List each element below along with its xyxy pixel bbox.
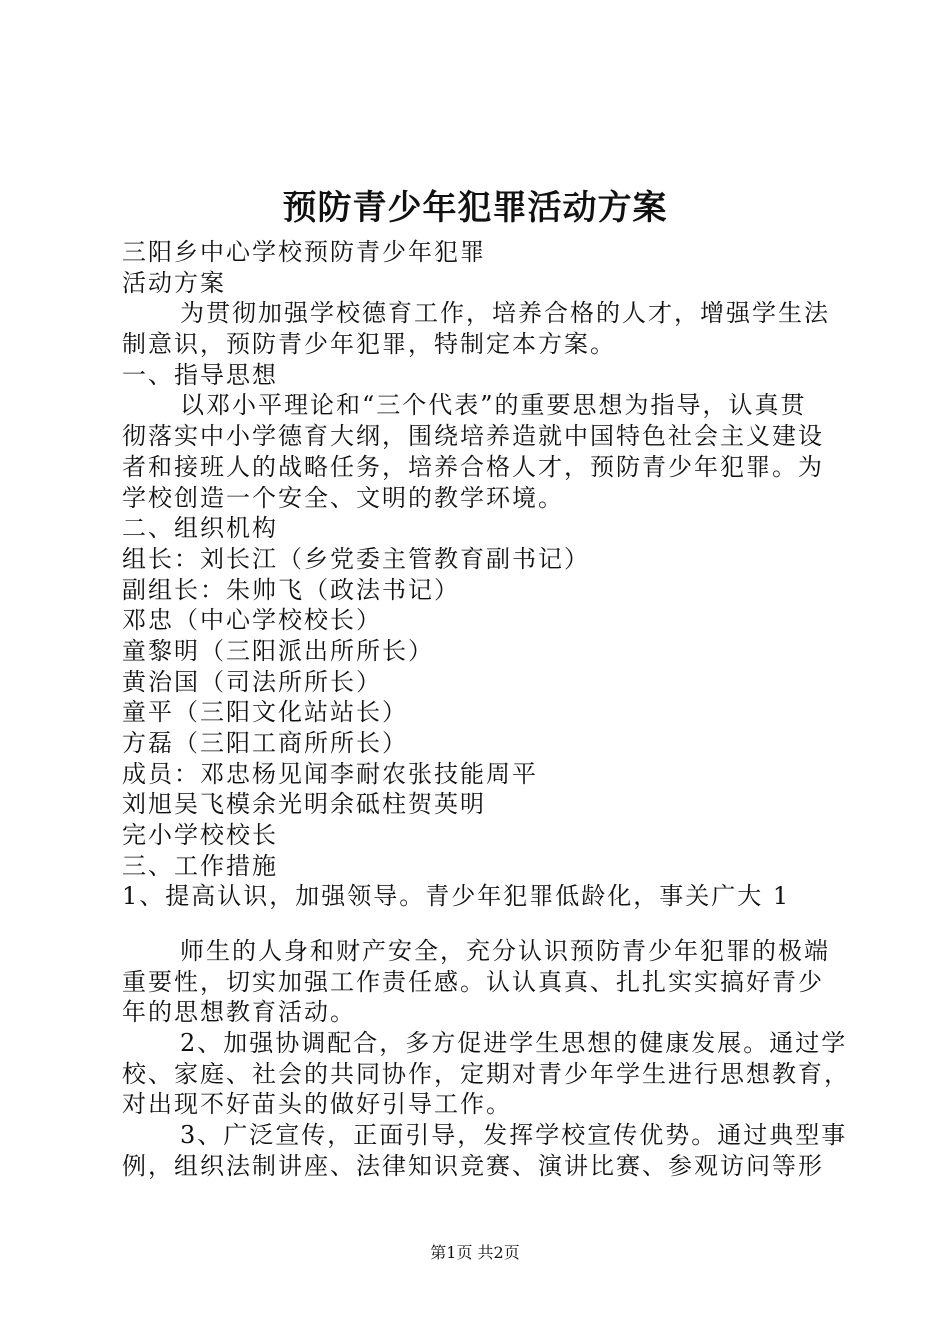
document-title: 预防青少年犯罪活动方案 <box>282 188 668 228</box>
paragraph-line: 1、提高认识，加强领导。青少年犯罪低龄化，事关广大 1 <box>122 882 791 911</box>
paragraph-line: 为贯彻加强学校德育工作，培养合格的人才，增强学生法 <box>180 299 830 328</box>
paragraph-line: 彻落实中小学德育大纲，围绕培养造就中国特色社会主义建设 <box>122 422 824 451</box>
list-item: 黄治国（司法所所长） <box>122 667 382 696</box>
section-heading: 一、指导思想 <box>122 360 278 389</box>
page-footer: 第1页 共2页 <box>430 1243 520 1262</box>
list-item: 刘旭吴飞模余光明余砥柱贺英明 <box>122 790 486 819</box>
paragraph-line: 重要性，切实加强工作责任感。认认真真、扎扎实实搞好青少 <box>122 967 824 996</box>
paragraph-line: 对出现不好苗头的做好引导工作。 <box>122 1090 512 1119</box>
section-heading: 三、工作措施 <box>122 851 278 880</box>
body-text-block-1 <box>122 237 834 912</box>
subtitle-line: 三阳乡中心学校预防青少年犯罪 <box>122 238 486 266</box>
paragraph-line: 制意识，预防青少年犯罪，特制定本方案。 <box>122 330 616 359</box>
paragraph-line: 师生的人身和财产安全，充分认识预防青少年犯罪的极端 <box>180 937 830 965</box>
list-item: 邓忠（中心学校校长） <box>122 606 382 635</box>
paragraph-line: 例，组织法制讲座、法律知识竞赛、演讲比赛、参观访问等形 <box>122 1151 824 1180</box>
list-item: 方磊（三阳工商所所长） <box>122 729 408 757</box>
list-item: 副组长：朱帅飞（政法书记） <box>122 575 460 604</box>
paragraph-line: 校、家庭、社会的共同协作，定期对青少年学生进行思想教育， <box>122 1059 850 1088</box>
list-item: 组长：刘长江（乡党委主管教育副书记） <box>122 544 590 573</box>
section-heading: 二、组织机构 <box>122 514 278 543</box>
paragraph-line: 学校创造一个安全、文明的教学环境。 <box>122 483 564 512</box>
paragraph-line: 3、广泛宣传，正面引导，发挥学校宣传优势。通过典型事 <box>180 1121 848 1150</box>
list-item: 完小学校校长 <box>122 821 278 850</box>
paragraph-line: 年的思想教育活动。 <box>122 998 356 1027</box>
list-item: 童黎明（三阳派出所所长） <box>122 636 434 665</box>
list-item: 童平（三阳文化站站长） <box>122 698 408 727</box>
list-item: 成员：邓忠杨见闻李耐农张技能周平 <box>122 759 538 788</box>
paragraph-line: 2、加强协调配合，多方促进学生思想的健康发展。通过学 <box>180 1029 848 1058</box>
body-text-block-2 <box>122 936 850 1182</box>
paragraph-line: 以邓小平理论和“三个代表”的重要思想为指导，认真贯 <box>180 391 807 420</box>
paragraph-line: 者和接班人的战略任务，培养合格人才，预防青少年犯罪。为 <box>122 452 824 481</box>
subtitle-line: 活动方案 <box>122 268 226 297</box>
